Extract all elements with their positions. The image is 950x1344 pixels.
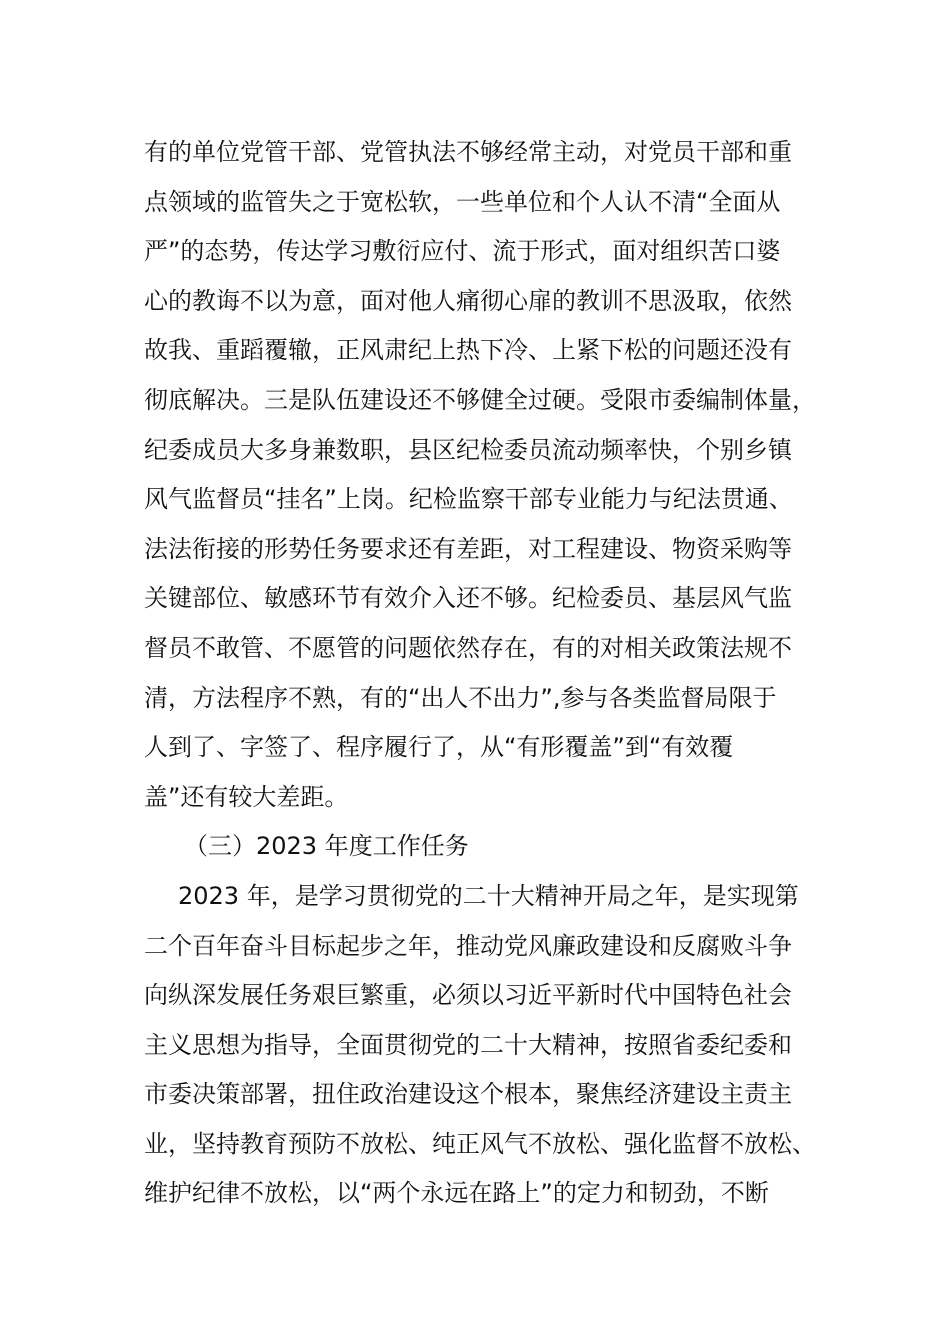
body-line: 有的单位党管干部、党管执法不够经常主动，对党员干部和重	[144, 138, 792, 166]
body-line: 清，方法程序不熟，有的“出人不出力”,参与各类监督局限于	[144, 683, 777, 712]
body-line: 点领域的监管失之于宽松软，一些单位和个人认不清“全面从	[144, 187, 781, 216]
body-line: 彻底解决。三是队伍建设还不够健全过硬。受限市委编制体量，	[144, 385, 816, 414]
document-body	[144, 128, 824, 1219]
body-line: 风气监督员“挂名”上岗。纪检监察干部专业能力与纪法贯通、	[144, 485, 793, 514]
body-line: 人到了、字签了、程序履行了，从“有形覆盖”到“有效覆	[144, 733, 734, 762]
body-line: 纪委成员大多身兼数职，县区纪检委员流动频率快，个别乡镇	[144, 435, 792, 464]
body-line: 严”的态势，传达学习敷衍应付、流于形式，面对组织苦口婆	[144, 237, 781, 266]
body-line: 故我、重蹈覆辙，正风肃纪上热下冷、上紧下松的问题还没有	[144, 336, 792, 365]
body-line: 业，坚持教育预防不放松、纯正风气不放松、强化监督不放松、	[144, 1129, 816, 1158]
body-line: 盖”还有较大差距。	[144, 782, 349, 811]
body-line: 主义思想为指导，全面贯彻党的二十大精神，按照省委纪委和	[144, 1030, 792, 1059]
body-line: 向纵深发展任务艰巨繁重，必须以习近平新时代中国特色社会	[144, 981, 792, 1010]
body-line: 心的教诲不以为意，面对他人痛彻心扉的教训不思汲取，依然	[144, 286, 792, 315]
body-line: 市委决策部署，扭住政治建设这个根本，聚焦经济建设主责主	[144, 1080, 792, 1109]
body-line: 督员不敢管、不愿管的问题依然存在，有的对相关政策法规不	[144, 633, 792, 662]
body-line: 维护纪律不放松，以“两个永远在路上”的定力和韧劲，不断	[144, 1179, 769, 1208]
paragraph-first-line: 2023 年，是学习贯彻党的二十大精神开局之年，是实现第	[178, 881, 799, 910]
body-line: 二个百年奋斗目标起步之年，推动党风廉政建设和反腐败斗争	[144, 931, 792, 960]
section-heading: （三）2023 年度工作任务	[184, 832, 469, 861]
body-line: 法法衔接的形势任务要求还有差距，对工程建设、物资采购等	[144, 534, 792, 563]
body-line: 关键部位、敏感环节有效介入还不够。纪检委员、基层风气监	[144, 584, 792, 613]
